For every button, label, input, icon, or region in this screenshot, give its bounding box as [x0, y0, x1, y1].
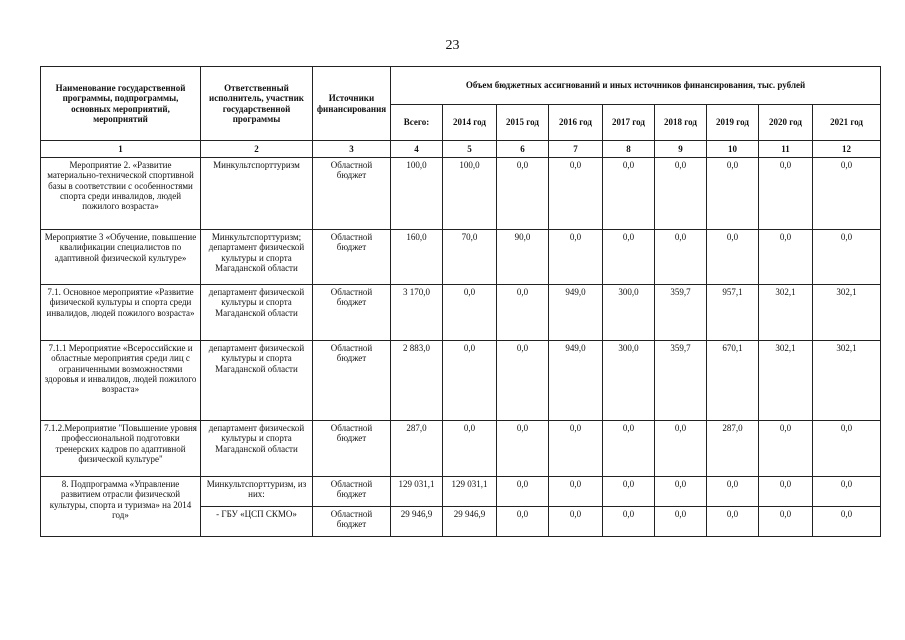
row-value: 0,0 [549, 230, 603, 285]
row-source: Областной бюджет [313, 341, 391, 421]
column-number: 5 [443, 141, 497, 158]
column-number: 10 [707, 141, 759, 158]
column-number: 6 [497, 141, 549, 158]
row-value: 0,0 [759, 507, 813, 537]
header-year: 2017 год [603, 105, 655, 141]
row-source: Областной бюджет [313, 421, 391, 477]
row-value: 300,0 [603, 285, 655, 341]
row-source: Областной бюджет [313, 507, 391, 537]
header-year: 2019 год [707, 105, 759, 141]
header-year: 2018 год [655, 105, 707, 141]
header-year: 2021 год [813, 105, 881, 141]
row-value: 670,1 [707, 341, 759, 421]
budget-table [40, 66, 881, 537]
row-value: 0,0 [443, 421, 497, 477]
row-value: 300,0 [603, 341, 655, 421]
row-value: 0,0 [603, 230, 655, 285]
row-value: 359,7 [655, 285, 707, 341]
row-executor: - ГБУ «ЦСП СКМО» [201, 507, 313, 537]
table-row [41, 477, 881, 507]
column-number-row [41, 141, 881, 158]
row-total: 160,0 [391, 230, 443, 285]
row-executor: Минкультспорттуризм; департамент физической культуры и спорта Магаданской области [201, 230, 313, 285]
row-value: 0,0 [813, 158, 881, 230]
row-value: 0,0 [707, 477, 759, 507]
header-year: 2015 год [497, 105, 549, 141]
row-source: Областной бюджет [313, 230, 391, 285]
row-executor: департамент физической культуры и спорта Магаданской области [201, 285, 313, 341]
row-value: 302,1 [759, 341, 813, 421]
row-value: 957,1 [707, 285, 759, 341]
row-value: 0,0 [707, 507, 759, 537]
row-value: 0,0 [707, 158, 759, 230]
column-number: 9 [655, 141, 707, 158]
column-number: 3 [313, 141, 391, 158]
row-value: 70,0 [443, 230, 497, 285]
row-value: 0,0 [655, 158, 707, 230]
row-value: 949,0 [549, 285, 603, 341]
row-source: Областной бюджет [313, 285, 391, 341]
table-row [41, 421, 881, 477]
row-value: 0,0 [497, 507, 549, 537]
header-year: 2020 год [759, 105, 813, 141]
column-number: 2 [201, 141, 313, 158]
row-value: 100,0 [443, 158, 497, 230]
row-value: 0,0 [497, 341, 549, 421]
column-number: 8 [603, 141, 655, 158]
row-value: 0,0 [497, 285, 549, 341]
column-number: 12 [813, 141, 881, 158]
column-number: 7 [549, 141, 603, 158]
row-value: 0,0 [497, 158, 549, 230]
row-value: 0,0 [813, 421, 881, 477]
row-value: 0,0 [759, 421, 813, 477]
row-name: Мероприятие 2. «Развитие материально-технической спортивной базы в соответствии с особенностями спорта среди инвалидов, людей пожилого возраста» [41, 158, 201, 230]
header-source: Источники финансирования [313, 67, 391, 141]
row-value: 0,0 [655, 421, 707, 477]
row-value: 90,0 [497, 230, 549, 285]
table-row [41, 230, 881, 285]
row-total: 100,0 [391, 158, 443, 230]
header-year: 2016 год [549, 105, 603, 141]
row-value: 0,0 [759, 158, 813, 230]
table-row [41, 341, 881, 421]
row-value: 949,0 [549, 341, 603, 421]
row-value: 0,0 [707, 230, 759, 285]
row-value: 302,1 [813, 285, 881, 341]
row-value: 287,0 [707, 421, 759, 477]
column-number: 4 [391, 141, 443, 158]
row-total: 29 946,9 [391, 507, 443, 537]
row-total: 2 883,0 [391, 341, 443, 421]
row-executor: Минкультспорттуризм, из них: [201, 477, 313, 507]
row-total: 287,0 [391, 421, 443, 477]
row-name: Мероприятие 3 «Обучение, повышение квалификации специалистов по адаптивной физической культуре» [41, 230, 201, 285]
row-value: 0,0 [603, 421, 655, 477]
row-value: 29 946,9 [443, 507, 497, 537]
row-value: 0,0 [759, 230, 813, 285]
row-executor: Минкультспорттуризм [201, 158, 313, 230]
row-value: 0,0 [655, 477, 707, 507]
row-value: 0,0 [603, 507, 655, 537]
row-value: 359,7 [655, 341, 707, 421]
row-value: 0,0 [813, 477, 881, 507]
row-source: Областной бюджет [313, 477, 391, 507]
row-value: 0,0 [497, 421, 549, 477]
row-value: 0,0 [655, 230, 707, 285]
header-name: Наименование государственной программы, подпрограммы, основных мероприятий, мероприятий [41, 67, 201, 141]
header-executor: Ответственный исполнитель, участник государственной программы [201, 67, 313, 141]
row-value: 0,0 [549, 507, 603, 537]
row-value: 0,0 [603, 477, 655, 507]
row-name: 7.1.2.Мероприятие "Повышение уровня профессиональной подготовки тренерских кадров по адаптивной физической культуре" [41, 421, 201, 477]
row-total: 129 031,1 [391, 477, 443, 507]
header-total: Всего: [391, 105, 443, 141]
column-number: 1 [41, 141, 201, 158]
row-name: 8. Подпрограмма «Управление развитием отрасли физической культуры, спорта и туризма» на 2014 год» [41, 477, 201, 537]
row-value: 0,0 [549, 421, 603, 477]
row-executor: департамент физической культуры и спорта Магаданской области [201, 421, 313, 477]
row-value: 0,0 [813, 230, 881, 285]
row-value: 0,0 [603, 158, 655, 230]
row-executor: департамент физической культуры и спорта Магаданской области [201, 341, 313, 421]
table-row [41, 285, 881, 341]
row-value: 0,0 [813, 507, 881, 537]
row-name: 7.1.1 Мероприятие «Всероссийские и областные мероприятия среди лиц с ограниченными возможностями здоровья и инвалидов, людей пожилого возраста» [41, 341, 201, 421]
row-value: 0,0 [497, 477, 549, 507]
page-number: 23 [445, 38, 460, 53]
header-budget: Объем бюджетных ассигнований и иных источников финансирования, тыс. рублей [391, 67, 881, 105]
row-value: 0,0 [443, 341, 497, 421]
row-source: Областной бюджет [313, 158, 391, 230]
column-number: 11 [759, 141, 813, 158]
row-name: 7.1. Основное мероприятие «Развитие физической культуры и спорта среди инвалидов, людей пожилого возраста» [41, 285, 201, 341]
header-year: 2014 год [443, 105, 497, 141]
row-value: 0,0 [443, 285, 497, 341]
row-value: 302,1 [813, 341, 881, 421]
row-value: 0,0 [549, 477, 603, 507]
row-value: 302,1 [759, 285, 813, 341]
table-row [41, 158, 881, 230]
row-value: 0,0 [759, 477, 813, 507]
row-value: 129 031,1 [443, 477, 497, 507]
row-value: 0,0 [549, 158, 603, 230]
row-value: 0,0 [655, 507, 707, 537]
row-total: 3 170,0 [391, 285, 443, 341]
